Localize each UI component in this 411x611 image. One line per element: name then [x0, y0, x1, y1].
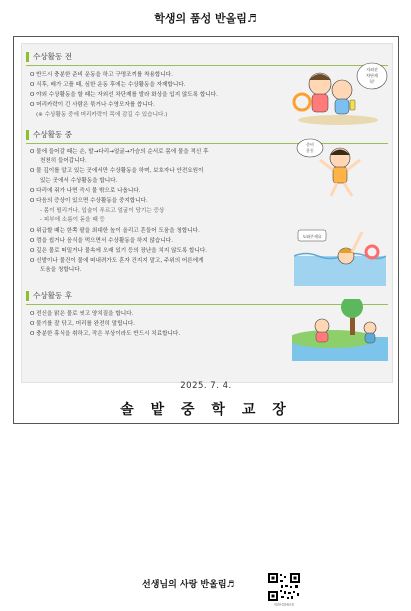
page-title: 학생의 품성 반올림♬: [154, 12, 257, 25]
section-title-during: 수상활동 중: [26, 130, 72, 140]
list-item: O 깊은 물로 떠밀거나 물속에 오래 있기 등의 장난을 치지 않도록 합니다.: [30, 248, 208, 254]
principal-signature: 솔 밭 중 학 교 장: [120, 402, 292, 418]
rest-illustration: [292, 299, 388, 361]
section-title-before: 수상활동 전: [26, 52, 72, 62]
list-item: O 위급할 때는 한쪽 팔을 최대한 높이 올리고 흔들어 도움을 청합니다.: [30, 228, 200, 234]
notice-panel: [21, 43, 393, 383]
bubble-text: 준비: [306, 142, 314, 147]
list-item: O 물기를 잘 닦고, 머리를 완전히 말립니다.: [30, 321, 136, 327]
list-note: (※ 수상활동 중에 머리카락이 목에 감길 수 있습니다.): [36, 112, 168, 118]
list-item: O 충분한 휴식을 취하고, 작은 부상이라도 반드시 치료합니다.: [30, 331, 181, 337]
warmup-illustration: [294, 136, 386, 200]
list-item: O 다리에 쥐가 나면 즉시 물 밖으로 나옵니다.: [30, 188, 141, 194]
list-item: O 반드시 충분한 준비 운동을 하고 구명조끼를 착용합니다.: [30, 72, 173, 78]
header-bar: [0, 0, 411, 36]
list-item-continued: 있는 곳에서 수상활동을 합니다.: [40, 178, 118, 184]
section-title-after: 수상활동 후: [26, 291, 72, 301]
qr-label: 대성산림문화교육: [273, 603, 295, 607]
bubble-text: 도와주세요: [302, 234, 322, 239]
list-item: O 신발이나 물건이 물에 떠내려가도 혼자 건지지 말고, 주위의 어른에게: [30, 258, 204, 264]
list-item: O 껌을 씹거나 음식을 먹으면서 수상활동을 하지 않습니다.: [30, 238, 173, 244]
list-item-continued: 천천히 들어갑니다.: [40, 158, 87, 164]
bubble-text: 차단제: [366, 73, 378, 78]
notice-date: 2025. 7. 4.: [180, 381, 232, 391]
qr-code-icon[interactable]: [266, 571, 302, 607]
bubble-text: 운동: [306, 148, 314, 153]
bubble-text: 자외선: [366, 67, 378, 72]
list-item: O 머리카락이 긴 사람은 묶거나 수영모자를 씁니다.: [30, 102, 155, 108]
list-item: O 전신을 맑은 물로 씻고 양치질을 합니다.: [30, 311, 134, 317]
list-subitem: - 몸이 떨리거나, 입술이 푸르고 얼굴이 당기는 증상: [40, 208, 165, 214]
notice-sheet: [13, 36, 399, 424]
bubble-text: 꼭!: [369, 79, 375, 84]
list-item: O 물 깊이를 알고 있는 곳에서만 수상활동을 하며, 보호자나 안전요원이: [30, 168, 204, 174]
sunscreen-illustration: [290, 56, 388, 126]
footer-caption: 선생님의 사랑 반올림♬: [142, 580, 235, 590]
list-subitem: - 피부에 소름이 돋을 때 등: [40, 217, 105, 223]
rescue-illustration: [294, 226, 386, 286]
list-item: O 야외 수상활동을 할 때는 자외선 차단제를 발라 화상을 입지 않도록 합니다.: [30, 92, 218, 98]
list-item-continued: 도움을 청합니다.: [40, 267, 82, 273]
list-item: O 식후, 배가 고플 때, 심한 운동 후에는 수상활동을 자제합니다.: [30, 82, 186, 88]
list-item: O 물에 들어갈 때는 손, 발→다리→얼굴→가슴의 순서로 몸에 물을 적신 후: [30, 149, 209, 155]
list-item: O 다음의 증상이 있으면 수상활동을 중지합니다.: [30, 198, 148, 204]
